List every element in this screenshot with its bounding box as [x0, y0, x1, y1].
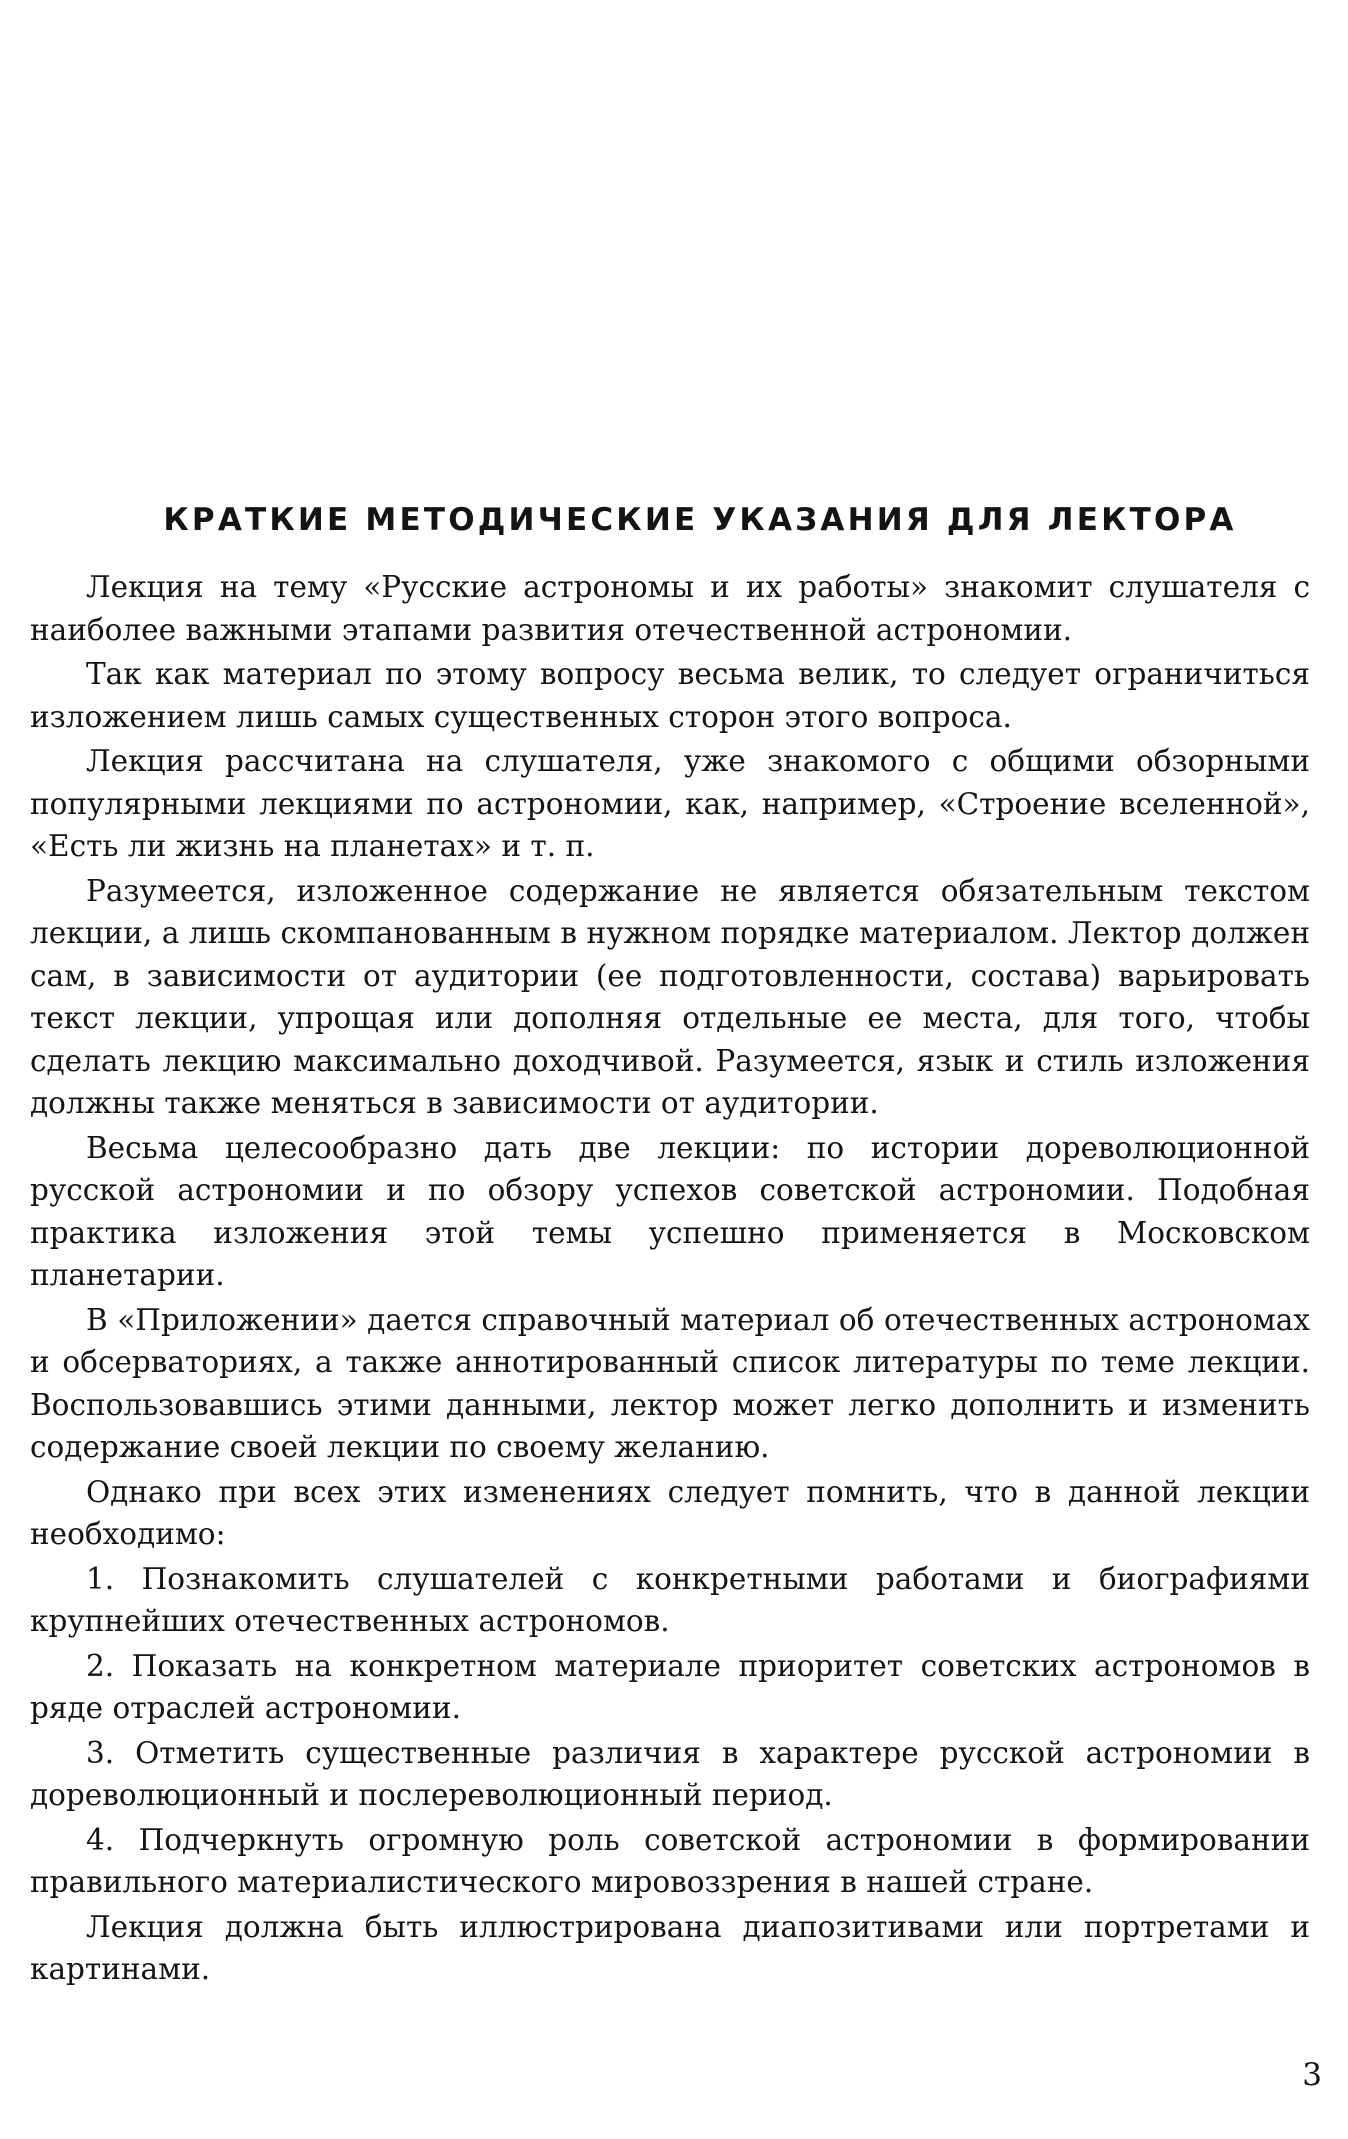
paragraph-flexibility: Разумеется, изложенное содержание не является обязательным текстом лекции, а лишь скомпанованным в нужном порядке материалом. Лектор должен сам, в зависимости от аудитории (ее подготовленности, состава) варьировать текст лекции, упрощая или дополняя отдельные ее места, для того, чтобы сделать лекцию максимально доходчивой. Разумеется, язык и стиль изложения должны также меняться в зависимости от аудитории.: [30, 873, 1310, 1120]
page-title: КРАТКИЕ МЕТОДИЧЕСКИЕ УКАЗАНИЯ ДЛЯ ЛЕКТОРА: [163, 502, 1237, 538]
paragraph-appendix: В «Приложении» дается справочный материал об отечественных астрономах и обсерваториях, а также аннотированный список литературы по теме лекции. Воспользовавшись этими данными, лектор может легко дополнить и изменить содержание своей лекции по своему желанию.: [30, 1302, 1310, 1464]
paragraph-closing: Лекция должна быть иллюстрирована диапозитивами или портретами и картинами.: [30, 1909, 1310, 1986]
page-number: 3: [1302, 2057, 1322, 2093]
page-content: [30, 502, 1310, 1993]
list-item: 2. Показать на конкретном материале приоритет советских астрономов в ряде отраслей астрономии.: [30, 1648, 1310, 1725]
list-item: 1. Познакомить слушателей с конкретными работами и биографиями крупнейших отечественных астрономов.: [30, 1561, 1310, 1638]
paragraph-scope: Так как материал по этому вопросу весьма велик, то следует ограничиться изложением лишь самых существенных сторон этого вопроса.: [30, 657, 1310, 734]
paragraph-requirements: Однако при всех этих изменениях следует помнить, что в данной лекции необходимо:: [30, 1474, 1310, 1551]
paragraph-intro: Лекция на тему «Русские астрономы и их работы» знакомит слушателя с наиболее важными этапами развития отечественной астрономии.: [30, 570, 1310, 647]
list-item: 3. Отметить существенные различия в характере русской астрономии в дореволюционный и послереволюционный период.: [30, 1735, 1310, 1812]
paragraph-two-lectures: Весьма целесообразно дать две лекции: по истории дореволюционной русской астрономии и по обзору успехов советской астрономии. Подобная практика изложения этой темы успешно применяется в Московском планетарии.: [30, 1130, 1310, 1292]
list-item: 4. Подчеркнуть огромную роль советской астрономии в формировании правильного материалистического мировоззрения в нашей стране.: [30, 1822, 1310, 1899]
paragraph-audience: Лекция рассчитана на слушателя, уже знакомого с общими обзорными популярными лекциями по астрономии, как, например, «Строение вселенной», «Есть ли жизнь на планетах» и т. п.: [30, 744, 1310, 863]
